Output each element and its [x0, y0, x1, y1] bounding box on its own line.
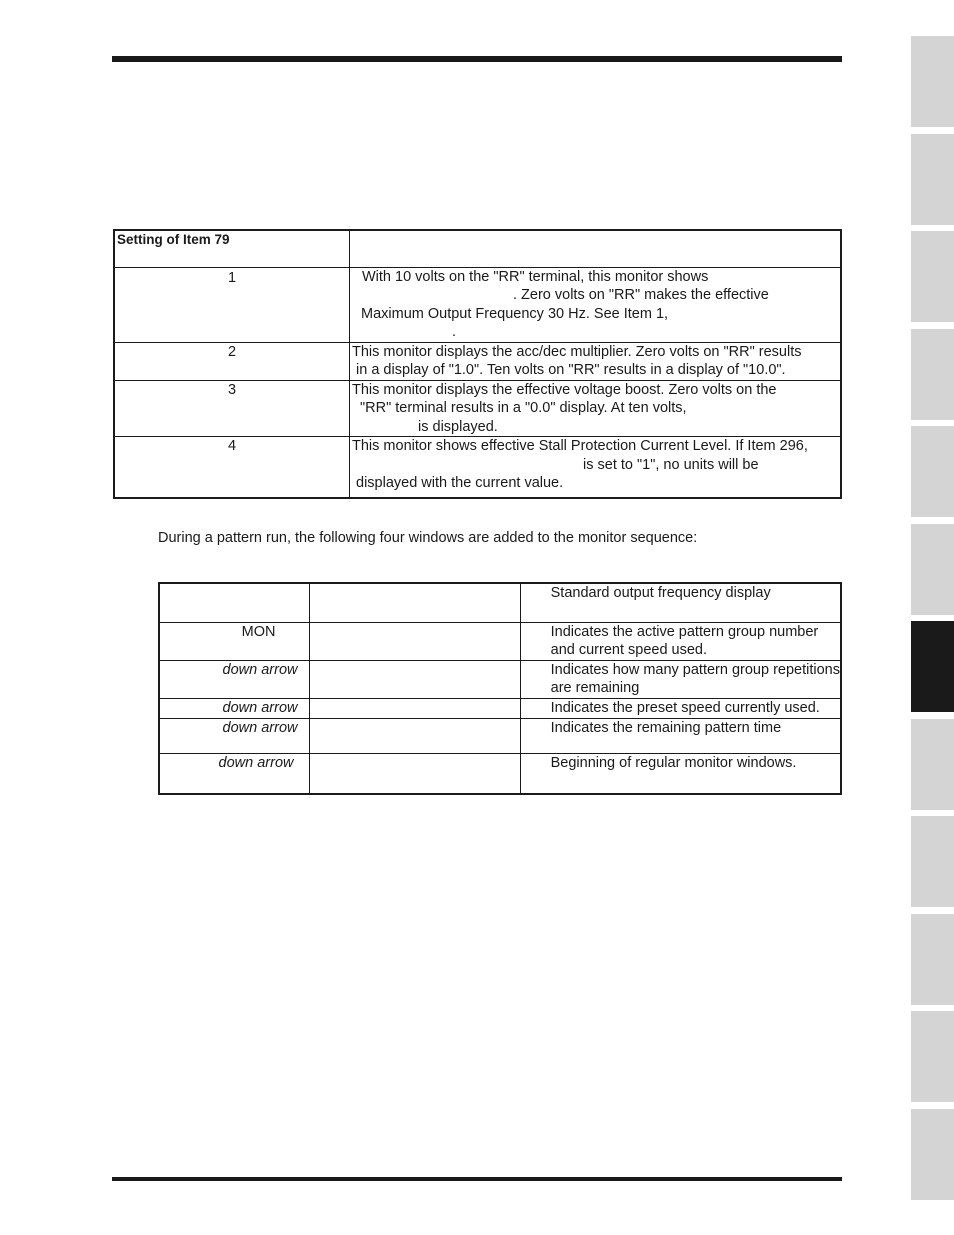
- table-row: [114, 342, 841, 380]
- monitor-display: [310, 583, 520, 622]
- side-tab-12[interactable]: [911, 1109, 954, 1200]
- side-tab-6[interactable]: [911, 524, 954, 615]
- setting-description: With 10 volts on the "RR" terminal, this monitor shows . Zero volts on "RR" makes the effective Maximum Output Frequency 30 Hz. See Item 1, .: [350, 267, 842, 342]
- monitor-description: Standard output frequency display: [550, 585, 771, 601]
- table-header-row: [114, 230, 841, 267]
- monitor-key: down arrow: [159, 753, 310, 794]
- setting-description: This monitor shows effective Stall Protection Current Level. If Item 296, is set to "1", no units will be displayed with the current value.: [350, 437, 842, 498]
- setting-value: 3: [114, 380, 350, 437]
- monitor-description: Indicates how many pattern group repetitions are remaining: [520, 660, 841, 698]
- pattern-run-monitor-table: [158, 582, 842, 795]
- item79-settings-table: [113, 229, 842, 499]
- monitor-display: [310, 718, 520, 753]
- monitor-key: down arrow: [159, 698, 310, 718]
- side-tab-8[interactable]: [911, 719, 954, 810]
- monitor-display: [310, 660, 520, 698]
- table-row: [114, 380, 841, 437]
- table-row: [159, 660, 841, 698]
- setting-description: This monitor displays the acc/dec multiplier. Zero volts on "RR" results in a display of "1.0". Ten volts on "RR" results in a display of "10.0".: [350, 342, 842, 380]
- table-row: [159, 622, 841, 660]
- monitor-description: Beginning of regular monitor windows.: [520, 753, 841, 794]
- monitor-description: Indicates the preset speed currently used.: [520, 698, 841, 718]
- table-row: [159, 753, 841, 794]
- side-tab-2[interactable]: [911, 134, 954, 225]
- footer-rule: [112, 1177, 842, 1181]
- header-rule: [112, 56, 842, 62]
- pattern-run-intro: During a pattern run, the following four windows are added to the monitor sequence:: [158, 530, 698, 546]
- side-tab-7-active[interactable]: [911, 621, 954, 712]
- setting-value: 1: [114, 267, 350, 342]
- side-tab-4[interactable]: [911, 329, 954, 420]
- side-tab-1[interactable]: [911, 36, 954, 127]
- table-row: [114, 437, 841, 498]
- monitor-description: Indicates the active pattern group number and current speed used.: [520, 622, 841, 660]
- setting-description: This monitor displays the effective voltage boost. Zero volts on the "RR" terminal results in a "0.0" display. At ten volts, is displayed.: [350, 380, 842, 437]
- monitor-display: [310, 753, 520, 794]
- table-row: [159, 698, 841, 718]
- monitor-key: down arrow: [159, 718, 310, 753]
- side-tab-10[interactable]: [911, 914, 954, 1005]
- monitor-key: [159, 583, 310, 622]
- monitor-key: down arrow: [159, 660, 310, 698]
- column-header-setting: Setting of Item 79: [114, 230, 350, 267]
- table-row: [159, 718, 841, 753]
- setting-value: 4: [114, 437, 350, 498]
- side-tab-9[interactable]: [911, 816, 954, 907]
- table-row: [159, 583, 841, 622]
- side-tab-3[interactable]: [911, 231, 954, 322]
- monitor-description: Indicates the remaining pattern time: [520, 718, 841, 753]
- monitor-display: [310, 698, 520, 718]
- column-header-description: [350, 230, 842, 267]
- table-row: [114, 267, 841, 342]
- monitor-key: MON: [159, 622, 310, 660]
- side-tab-11[interactable]: [911, 1011, 954, 1102]
- monitor-display: [310, 622, 520, 660]
- side-tab-5[interactable]: [911, 426, 954, 517]
- setting-value: 2: [114, 342, 350, 380]
